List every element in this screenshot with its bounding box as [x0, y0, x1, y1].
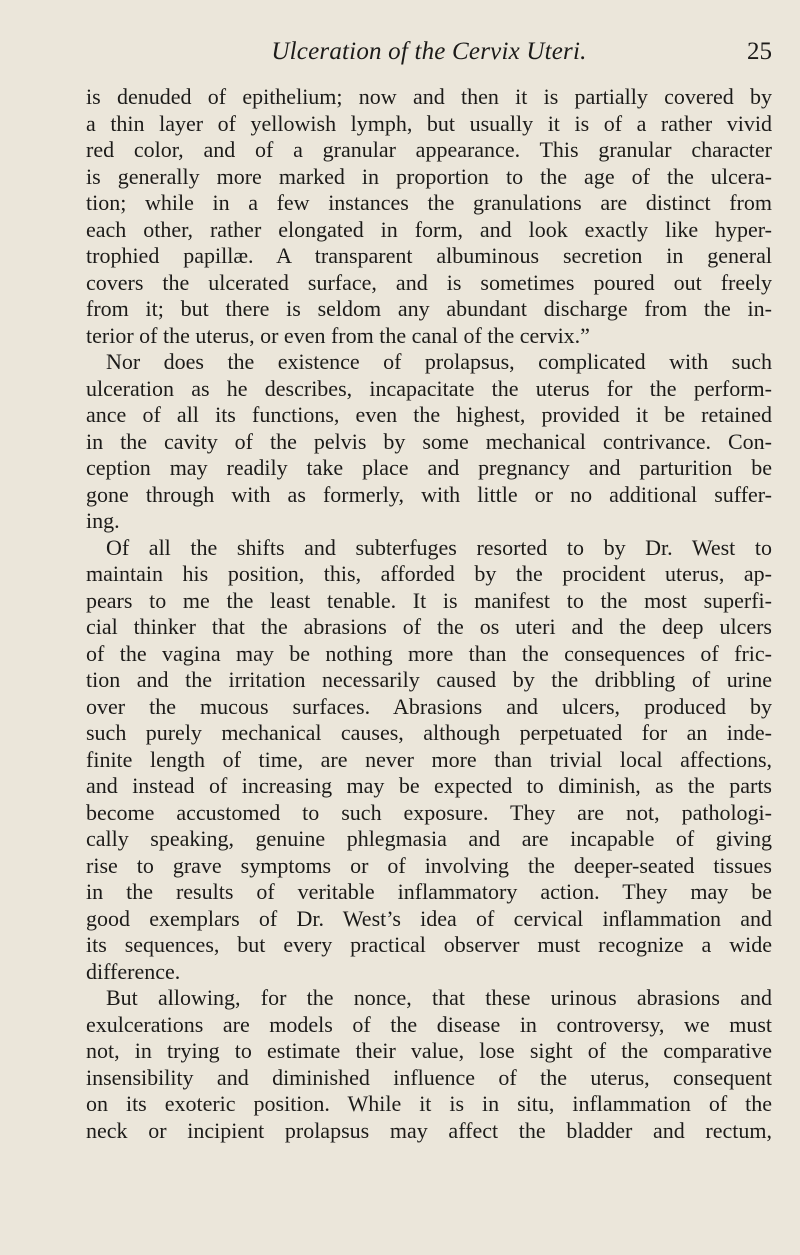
text-line: its sequences, but every practical observer must recognize a wide [86, 932, 772, 957]
text-line: ception may readily take place and pregnancy and parturition be [86, 455, 772, 480]
text-line: neck or incipient prolapsus may affect the bladder and rectum, [86, 1117, 772, 1143]
text-line: finite length of time, are never more than trivial local affections, [86, 746, 772, 772]
text-line: and instead of increasing may be expected to diminish, as the parts [86, 773, 772, 798]
running-title: Ulceration of the Cervix Uteri. [271, 38, 587, 65]
text-line: difference. [86, 958, 181, 984]
text-line: ance of all its functions, even the highest, provided it be retained [86, 402, 772, 427]
text-line: each other, rather elongated in form, and look exactly like hyper- [86, 216, 772, 242]
text-line: ulceration as he describes, incapacitate the uterus for the perform- [86, 375, 772, 401]
text-line: tion; while in a few instances the granulations are distinct from [86, 190, 772, 215]
text-line: terior of the uterus, or even from the canal of the cervix.” [86, 322, 590, 348]
text-line: exulcerations are models of the disease in controversy, we must [86, 1011, 772, 1037]
text-line: good exemplars of Dr. West’s idea of cervical inflammation and [86, 905, 772, 931]
text-line: cial thinker that the abrasions of the os uteri and the deep ulcers [86, 614, 772, 639]
text-line: in the cavity of the pelvis by some mechanical contrivance. Con- [86, 428, 772, 454]
page-header [86, 38, 772, 72]
body-text [86, 84, 772, 1144]
text-line: is denuded of epithelium; now and then it is partially covered by [86, 84, 772, 109]
text-line: of the vagina may be nothing more than the consequences of fric- [86, 640, 772, 666]
text-line: a thin layer of yellowish lymph, but usually it is of a rather vivid [86, 110, 772, 136]
text-line: not, in trying to estimate their value, lose sight of the comparative [86, 1038, 772, 1063]
text-line: maintain his position, this, afforded by the procident uterus, ap- [86, 561, 772, 586]
text-line: become accustomed to such exposure. They are not, pathologi- [86, 799, 772, 825]
text-line: cally speaking, genuine phlegmasia and are incapable of giving [86, 826, 772, 851]
text-line: Of all the shifts and subterfuges resorted to by Dr. West to [106, 534, 772, 560]
text-line: over the mucous surfaces. Abrasions and ulcers, produced by [86, 693, 772, 719]
text-line: is generally more marked in proportion to the age of the ulcera- [86, 163, 772, 189]
text-line: tion and the irritation necessarily caused by the dribbling of urine [86, 667, 772, 692]
text-line: trophied papillæ. A transparent albuminous secretion in general [86, 243, 772, 268]
page-number: 25 [747, 38, 772, 65]
text-line: on its exoteric position. While it is in situ, inflammation of the [86, 1091, 772, 1116]
text-line: insensibility and diminished influence of the uterus, consequent [86, 1064, 772, 1090]
text-line: such purely mechanical causes, although perpetuated for an inde- [86, 720, 772, 745]
text-line: from it; but there is seldom any abundant discharge from the in- [86, 296, 772, 321]
text-line: covers the ulcerated surface, and is sometimes poured out freely [86, 269, 772, 295]
text-line: But allowing, for the nonce, that these urinous abrasions and [106, 985, 772, 1010]
text-line: Nor does the existence of prolapsus, complicated with such [106, 349, 772, 374]
text-line: gone through with as formerly, with little or no additional suffer- [86, 481, 772, 507]
text-line: ing. [86, 508, 120, 533]
text-line: in the results of veritable inflammatory action. They may be [86, 879, 772, 904]
text-line: pears to me the least tenable. It is manifest to the most superfi- [86, 587, 772, 613]
text-line: rise to grave symptoms or of involving the deeper-seated tissues [86, 852, 772, 878]
text-line: red color, and of a granular appearance. This granular character [86, 137, 772, 162]
